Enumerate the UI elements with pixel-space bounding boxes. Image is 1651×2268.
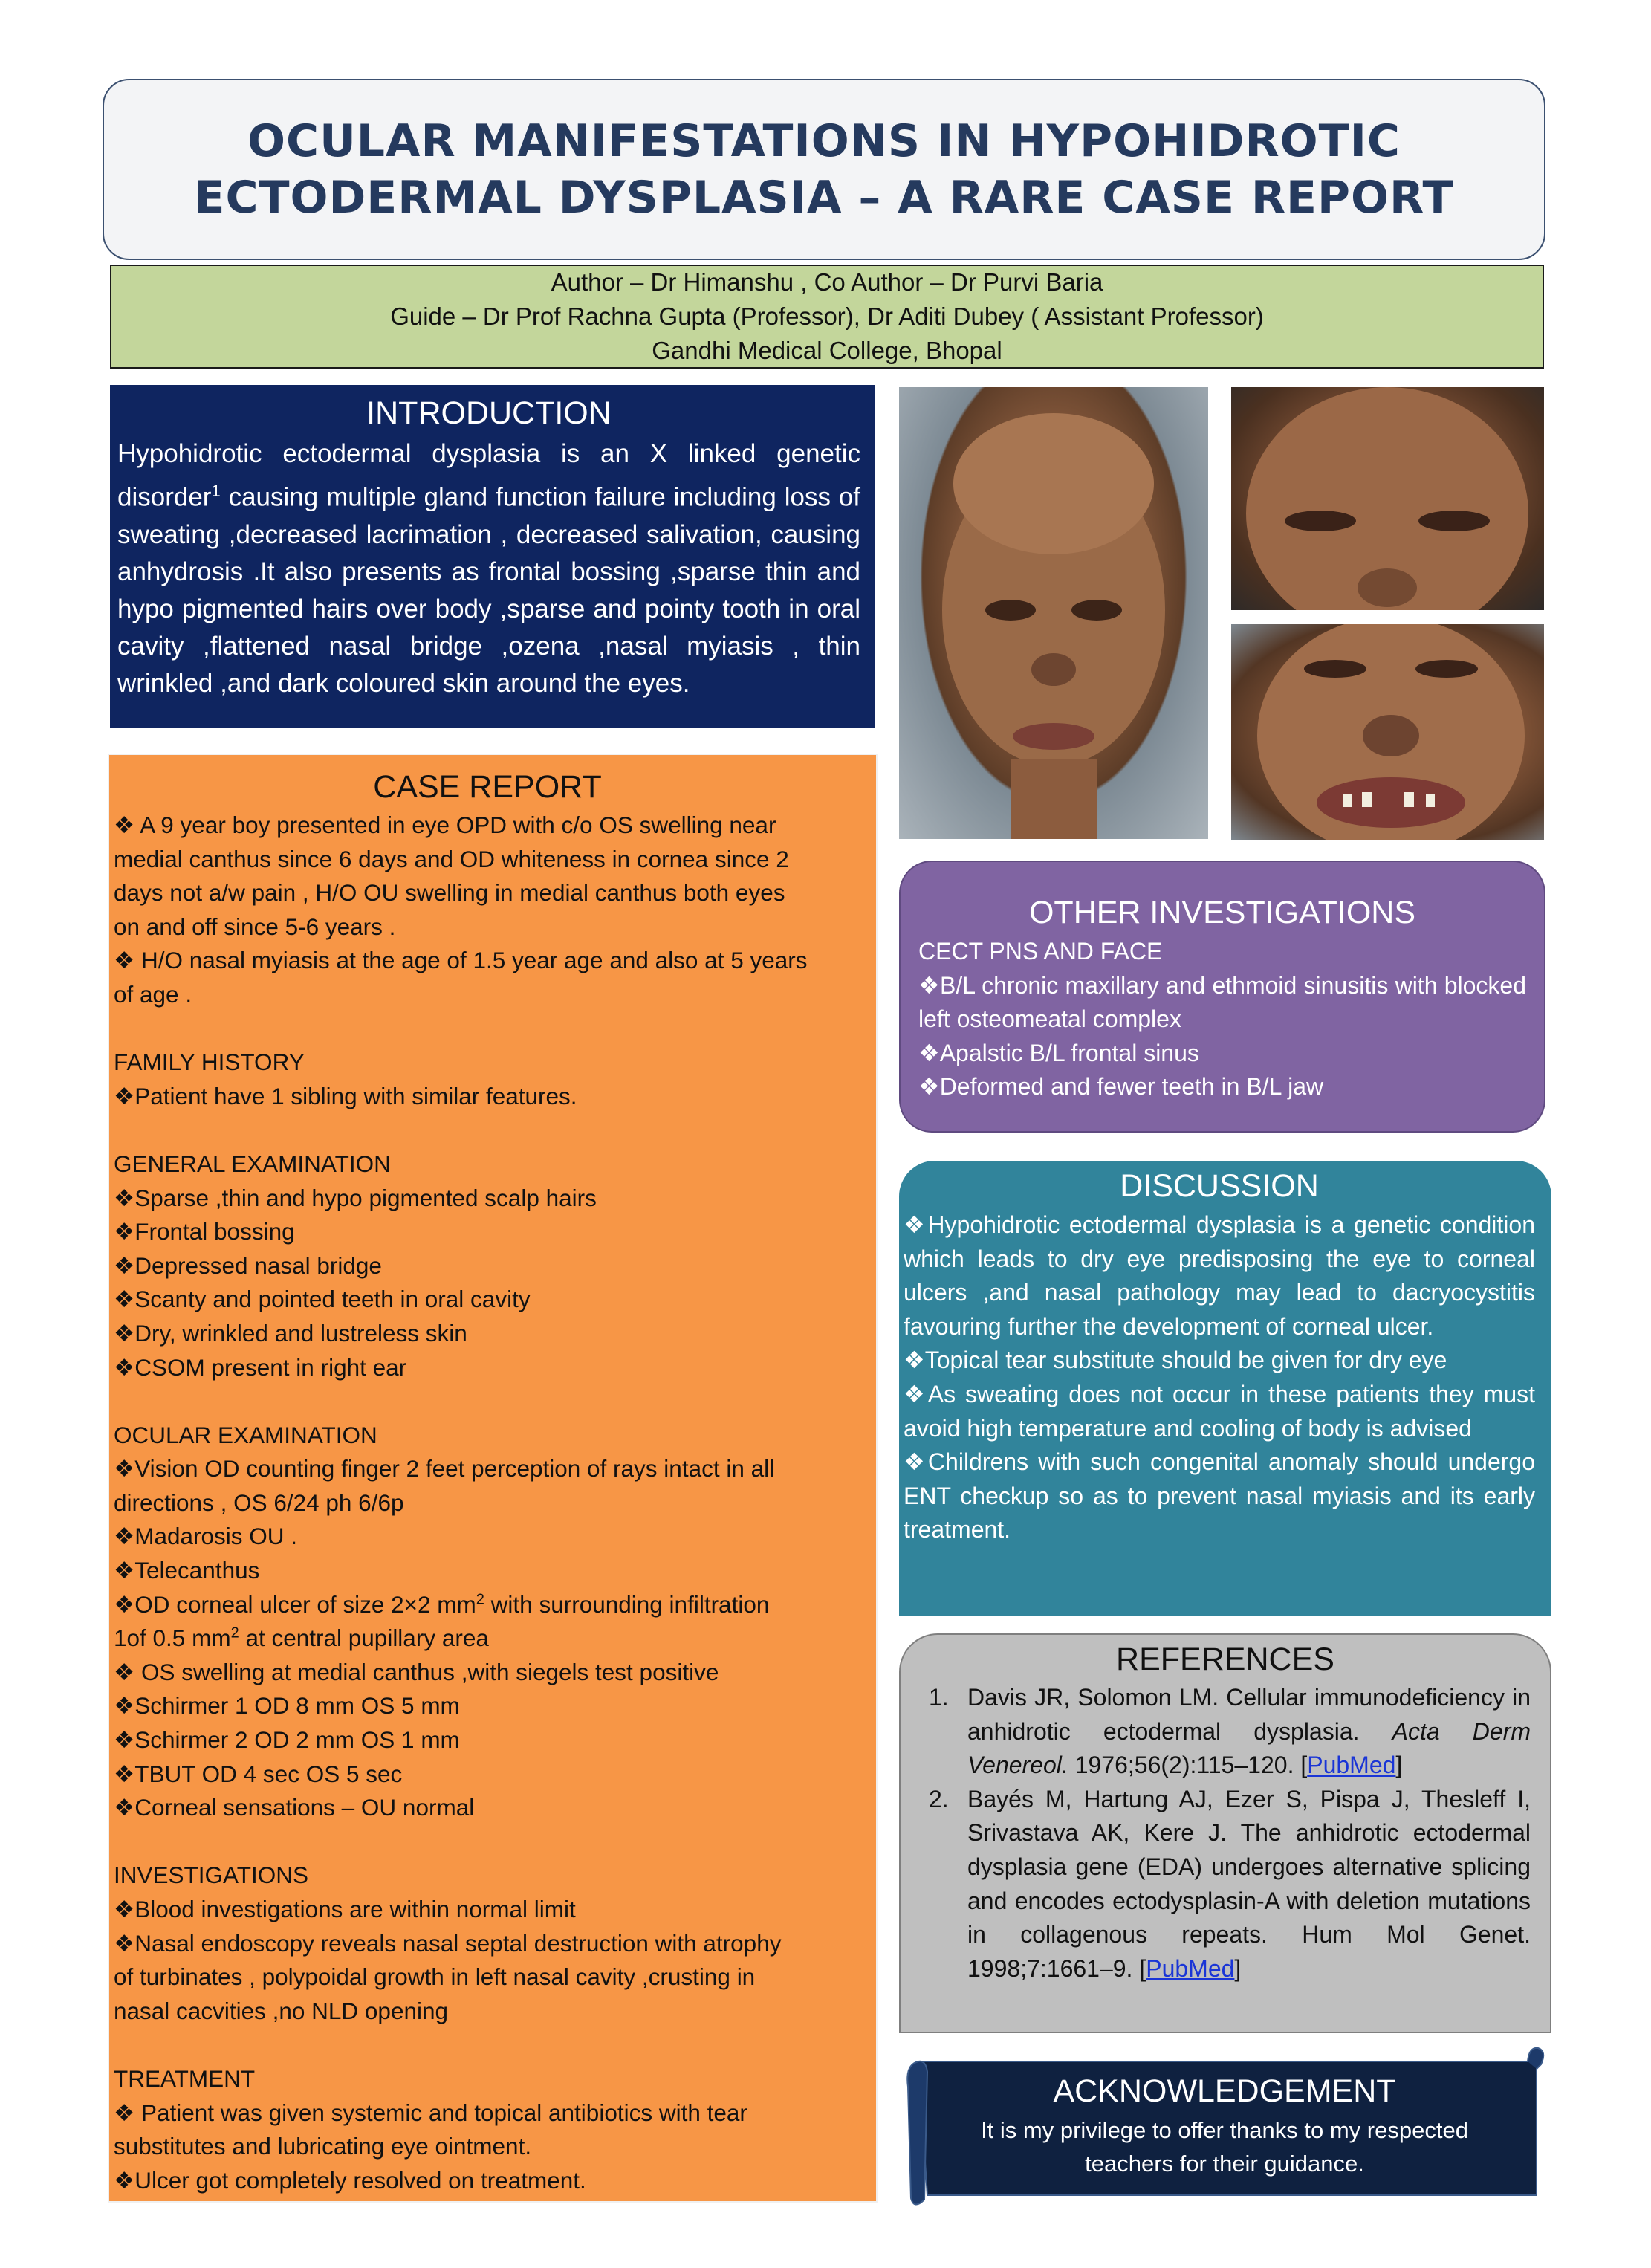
patient-photo-front bbox=[899, 387, 1208, 839]
reference-journal: Acta Derm Venereol. bbox=[967, 1717, 1531, 1779]
case-report-lines bbox=[114, 809, 861, 1588]
case-line: ❖ OS swelling at medial canthus ,with siegels test positive bbox=[114, 1658, 719, 1685]
case-line: ❖Vision OD counting finger 2 feet perception of rays intact in all bbox=[114, 1455, 775, 1483]
discussion-section bbox=[899, 1161, 1551, 1616]
other-investigations-subheading: CECT PNS AND FACE bbox=[918, 938, 1163, 965]
line-gap bbox=[114, 1825, 861, 1859]
patient-photo-teeth bbox=[1231, 624, 1544, 840]
discussion-heading: DISCUSSION bbox=[1120, 1168, 1319, 1204]
case-line: ❖Ulcer got completely resolved on treatment. bbox=[114, 2166, 586, 2194]
case-line: ❖ H/O nasal myiasis at the age of 1.5 year age and also at 5 years bbox=[114, 947, 808, 974]
case-line: FAMILY HISTORY bbox=[114, 1049, 305, 1076]
introduction-section bbox=[110, 385, 875, 728]
case-line: TREATMENT bbox=[114, 2064, 256, 2092]
discussion-item: ❖Hypohidrotic ectodermal dysplasia is a genetic condition which leads to dry eye predisposing the eye to corneal ulcers ,and nasal pathology may lead to dacryocystitis favouring further the development of corneal ulcer. bbox=[904, 1211, 1535, 1340]
institution-line: Gandhi Medical College, Bhopal bbox=[652, 337, 1002, 364]
case-line: ❖Schirmer 2 OD 2 mm OS 1 mm bbox=[114, 1726, 460, 1754]
reference-number: 2. bbox=[929, 1785, 949, 1812]
citation-marker: 1 bbox=[211, 482, 221, 500]
pubmed-link[interactable]: PubMed bbox=[1146, 1954, 1235, 1982]
reference-item bbox=[920, 1783, 1531, 1986]
case-line: ❖TBUT OD 4 sec OS 5 sec bbox=[114, 1760, 403, 1787]
investigation-item: ❖Deformed and fewer teeth in B/L jaw bbox=[918, 1073, 1324, 1100]
case-line: ❖Dry, wrinkled and lustreless skin bbox=[114, 1319, 467, 1347]
case-line: nasal cacvities ,no NLD opening bbox=[114, 1997, 449, 2024]
patient-photo-eyes bbox=[1231, 387, 1544, 610]
acknowledgement-body bbox=[920, 2069, 1529, 2180]
line-gap bbox=[114, 1113, 861, 1147]
case-line: ❖Depressed nasal bridge bbox=[114, 1251, 382, 1279]
discussion-item: ❖Topical tear substitute should be given for dry eye bbox=[904, 1347, 1447, 1374]
case-line: ❖Scanty and pointed teeth in oral cavity bbox=[114, 1286, 531, 1313]
case-line-ulcer-2 bbox=[114, 1621, 861, 1656]
discussion-item: ❖As sweating does not occur in these patients they must avoid high temperature and cooling of body is advised bbox=[904, 1380, 1535, 1442]
title-line-2: ECTODERMAL DYSPLASIA – A RARE CASE REPORT bbox=[194, 172, 1454, 224]
case-line: ❖Nasal endoscopy reveals nasal septal destruction with atrophy bbox=[114, 1929, 782, 1957]
line-gap bbox=[114, 2028, 861, 2062]
case-report-heading: CASE REPORT bbox=[373, 769, 602, 805]
case-line: INVESTIGATIONS bbox=[114, 1862, 308, 1889]
ulcer-text: 1of 0.5 mm bbox=[114, 1624, 231, 1652]
discussion-item: ❖Childrens with such congenital anomaly should undergo ENT checkup so as to prevent nasal myiasis and its early treatment. bbox=[904, 1448, 1535, 1543]
guide-line: Guide – Dr Prof Rachna Gupta (Professor), Dr Aditi Dubey ( Assistant Professor) bbox=[390, 302, 1264, 330]
introduction-text-start: Hypohidrotic ectodermal dysplasia is an X linked genetic disorder bbox=[117, 439, 860, 512]
case-report-section bbox=[108, 754, 878, 2203]
case-line: GENERAL EXAMINATION bbox=[114, 1150, 391, 1177]
reference-citation: Bayés M, Hartung AJ, Ezer S, Pispa J, Thesleff I, Srivastava AK, Kere J. The anhidrotic ectodermal dysplasia gene (EDA) undergoes alternative splicing and encodes ectodysplasin-A with deletion mutations in collagenous repeats. Hum Mol Genet. 1998;7:1661–9. bbox=[967, 1785, 1531, 1982]
case-line: ❖Sparse ,thin and hypo pigmented scalp hairs bbox=[114, 1184, 597, 1211]
references-heading: REFERENCES bbox=[1116, 1642, 1334, 1677]
references-section bbox=[899, 1633, 1551, 2033]
reference-volume: 1976;56(2):115–120. bbox=[1068, 1752, 1301, 1779]
case-line: ❖ Patient was given systemic and topical antibiotics with tear bbox=[114, 2099, 747, 2126]
case-line: of age . bbox=[114, 980, 192, 1008]
introduction-heading: INTRODUCTION bbox=[366, 395, 612, 431]
superscript: 2 bbox=[230, 1624, 239, 1642]
case-line: ❖Madarosis OU . bbox=[114, 1523, 298, 1550]
acknowledgement-line: teachers for their guidance. bbox=[1085, 2151, 1364, 2177]
author-panel bbox=[110, 265, 1544, 369]
ulcer-text: ❖OD corneal ulcer of size 2×2 mm bbox=[114, 1590, 476, 1618]
case-line-ulcer-1 bbox=[114, 1588, 861, 1622]
acknowledgement-line: It is my privilege to offer thanks to my respected bbox=[981, 2117, 1468, 2143]
other-investigations-heading: OTHER INVESTIGATIONS bbox=[1028, 895, 1416, 930]
case-line: ❖Blood investigations are within normal limit bbox=[114, 1896, 576, 1922]
reference-text: Davis JR, Solomon LM. Cellular immunodeficiency in anhidrotic ectodermal dysplasia. Acta Derm Venereol. 1976;56(2):115–120. [PubMed] bbox=[967, 1684, 1531, 1779]
reference-citation: Davis JR, Solomon LM. Cellular immunodeficiency in anhidrotic ectodermal dysplasia. bbox=[967, 1684, 1531, 1745]
ulcer-text-rest: at central pupillary area bbox=[239, 1624, 489, 1652]
case-line: directions , OS 6/24 ph 6/6p bbox=[114, 1488, 404, 1516]
line-gap bbox=[114, 1384, 861, 1419]
case-line: ❖Patient have 1 sibling with similar features. bbox=[114, 1082, 577, 1109]
line-gap bbox=[114, 1012, 861, 1046]
case-line: ❖Frontal bossing bbox=[114, 1218, 295, 1245]
case-line: ❖CSOM present in right ear bbox=[114, 1353, 407, 1381]
reference-text: Bayés M, Hartung AJ, Ezer S, Pispa J, Thesleff I, Srivastava AK, Kere J. The anhidrotic ectodermal dysplasia gene (EDA) undergoes alternative splicing and encodes ectodysplasin-A with deletion mutations in collagenous repeats. Hum Mol Genet. 1998;7:1661–9. [PubMed] bbox=[967, 1785, 1531, 1982]
case-line: of turbinates , polypoidal growth in left nasal cavity ,crusting in bbox=[114, 1963, 756, 1991]
case-line: ❖Schirmer 1 OD 8 mm OS 5 mm bbox=[114, 1692, 460, 1720]
case-line: ❖ A 9 year boy presented in eye OPD with c/o OS swelling near bbox=[114, 811, 776, 838]
author-line: Author – Dr Himanshu , Co Author – Dr Purvi Baria bbox=[551, 268, 1103, 296]
case-line: on and off since 5-6 years . bbox=[114, 913, 396, 940]
reference-item bbox=[920, 1681, 1531, 1783]
other-investigations-section bbox=[899, 861, 1545, 1133]
superscript: 2 bbox=[476, 1591, 484, 1608]
introduction-text bbox=[117, 435, 860, 702]
investigation-item: ❖B/L chronic maxillary and ethmoid sinusitis with blocked left osteomeatal complex bbox=[918, 971, 1526, 1032]
case-report-lines-continued bbox=[114, 1656, 861, 2198]
case-line: ❖Corneal sensations – OU normal bbox=[114, 1794, 475, 1821]
introduction-text-end: causing multiple gland function failure including loss of sweating ,decreased lacrimation , decreased salivation, causing anhydrosis .It also presents as frontal bossing ,sparse thin and hypo pigmented hairs over body ,sparse and pointy tooth in oral cavity ,flattened nasal bridge ,ozena ,nasal myiasis , thin wrinkled ,and dark coloured skin around the eyes. bbox=[117, 482, 860, 698]
acknowledgement-heading: ACKNOWLEDGEMENT bbox=[1053, 2073, 1396, 2109]
investigation-item: ❖Apalstic B/L frontal sinus bbox=[918, 1039, 1199, 1066]
acknowledgement-section bbox=[898, 2042, 1551, 2206]
title-banner bbox=[103, 79, 1545, 260]
reference-number: 1. bbox=[929, 1684, 949, 1711]
case-line: ❖Telecanthus bbox=[114, 1557, 260, 1584]
case-line: medial canthus since 6 days and OD whiteness in cornea since 2 bbox=[114, 845, 789, 872]
title-line-1: OCULAR MANIFESTATIONS IN HYPOHIDROTIC bbox=[247, 115, 1401, 167]
case-line: OCULAR EXAMINATION bbox=[114, 1421, 377, 1448]
case-line: days not a/w pain , H/O OU swelling in medial canthus both eyes bbox=[114, 879, 785, 907]
case-line: substitutes and lubricating eye ointment. bbox=[114, 2133, 532, 2160]
ulcer-text-rest: with surrounding infiltration bbox=[484, 1590, 770, 1618]
pubmed-link[interactable]: PubMed bbox=[1307, 1752, 1396, 1779]
